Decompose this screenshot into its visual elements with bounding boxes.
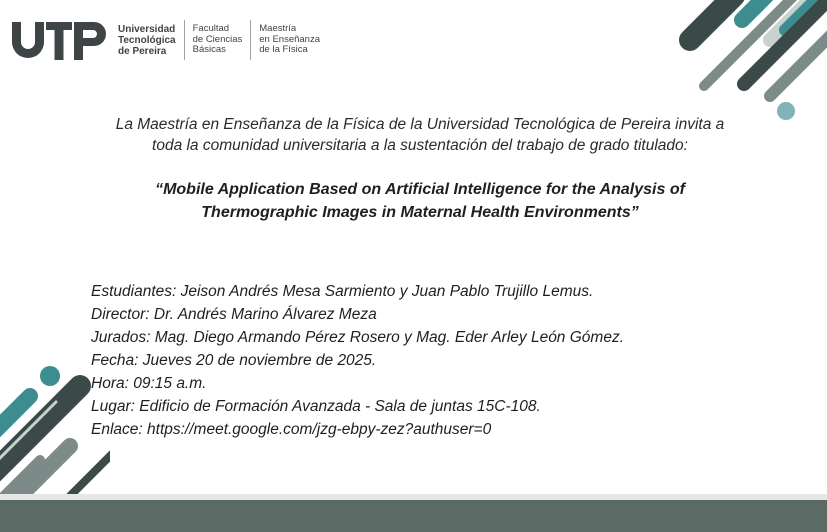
meeting-link[interactable]: : https://meet.google.com/jzg-ebpy-zez?authuser=0 (138, 421, 492, 438)
detail-label: Director (91, 306, 146, 323)
detail-value: : Edificio de Formación Avanzada - Sala de juntas 15C-108. (130, 398, 541, 415)
header (10, 18, 320, 62)
detail-label: Hora (91, 375, 125, 392)
decor-top-right (660, 0, 827, 125)
title-line-1: “Mobile Application Based on Artificial Intelligence for the Analysis of (155, 181, 685, 198)
detail-value: : 09:15 a.m. (124, 375, 207, 392)
university-line-2: Tecnológica (118, 34, 176, 46)
detail-label: Fecha (91, 352, 135, 369)
detail-value: : Jueves 20 de noviembre de 2025. (134, 352, 377, 369)
thesis-title (80, 178, 760, 224)
detail-value: : Mag. Diego Armando Pérez Rosero y Mag. Eder Arley León Gómez. (146, 329, 624, 346)
utp-logo (10, 18, 112, 62)
footer-bar (0, 500, 827, 532)
program-line-1: Maestría (259, 23, 297, 35)
title-line-2: Thermographic Images in Maternal Health Environments” (201, 204, 639, 221)
detail-label: Enlace (91, 421, 139, 438)
detail-label: Estudiantes (91, 283, 172, 300)
program-line-2: en Enseñanza (259, 33, 320, 45)
header-divider (184, 20, 185, 60)
university-line-1: Universidad (118, 23, 176, 35)
faculty-name (193, 24, 243, 56)
detail-place (91, 395, 731, 418)
program-line-3: de la Física (259, 44, 308, 56)
detail-date (91, 349, 731, 372)
university-name (118, 24, 176, 57)
detail-label: Lugar (91, 398, 131, 415)
detail-jury (91, 326, 731, 349)
intro-line-2: toda la comunidad universitaria a la sustentación del trabajo de grado titulado: (152, 137, 688, 154)
intro-text (40, 114, 800, 156)
event-details (91, 280, 731, 441)
faculty-line-1: Facultad (192, 23, 230, 35)
detail-label: Jurados (91, 329, 147, 346)
detail-value: : Jeison Andrés Mesa Sarmiento y Juan Pablo Trujillo Lemus. (172, 283, 594, 300)
detail-value: : Dr. Andrés Marino Álvarez Meza (145, 306, 377, 323)
detail-link (91, 418, 731, 441)
header-divider-2 (250, 20, 251, 60)
detail-director (91, 303, 731, 326)
intro-line-1: La Maestría en Enseñanza de la Física de la Universidad Tecnológica de Pereira invita a (115, 116, 725, 133)
detail-students (91, 280, 731, 303)
faculty-line-2: de Ciencias (192, 33, 243, 45)
faculty-line-3: Básicas (192, 44, 226, 56)
program-name (259, 24, 320, 56)
university-line-3: de Pereira (118, 45, 167, 57)
detail-time (91, 372, 731, 395)
